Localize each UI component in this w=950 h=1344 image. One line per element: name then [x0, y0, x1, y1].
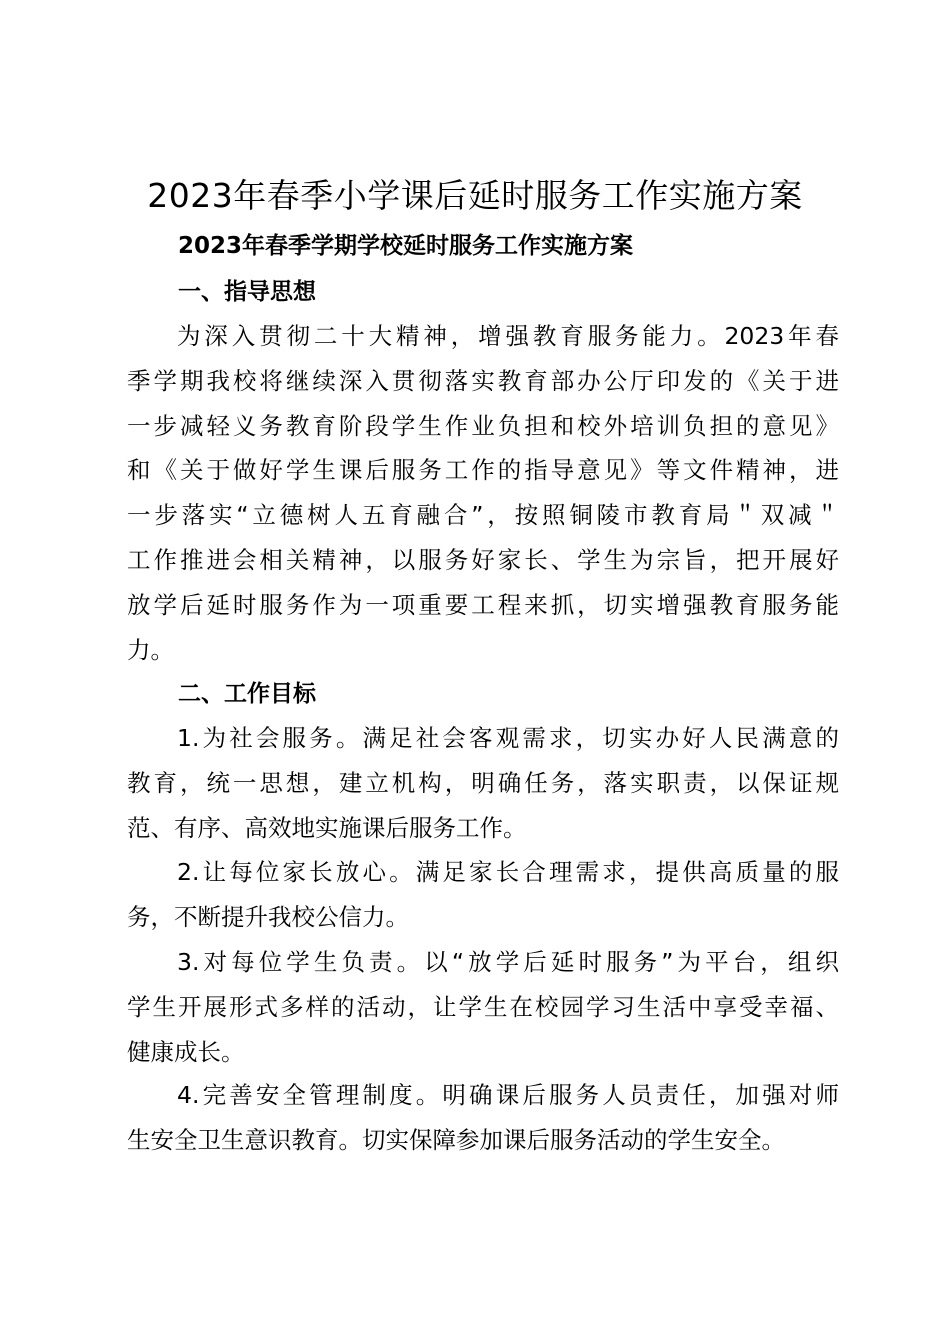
paragraph-guiding-ideology: [127, 314, 839, 672]
paragraph-line: 健康成长。: [127, 1037, 245, 1066]
paragraph-line: 一步落实“立德树人五育融合”，按照铜陵市教育局＂双减＂: [127, 501, 839, 530]
paragraph-line: 放学后延时服务作为一项重要工程来抓，切实增强教育服务能: [127, 590, 839, 619]
paragraph-line: 为深入贯彻二十大精神，增强教育服务能力。2023年春: [177, 322, 839, 350]
paragraph-line: 3.对每位学生负责。以“放学后延时服务”为平台，组织: [177, 948, 839, 976]
document-title: 2023年春季小学课后延时服务工作实施方案: [147, 176, 803, 215]
paragraph-line: 力。: [127, 635, 174, 664]
paragraph-line: 和《关于做好学生课后服务工作的指导意见》等文件精神，进: [127, 456, 839, 485]
paragraph-goal-4: [127, 1073, 839, 1163]
document-subtitle: 2023年春季学期学校延时服务工作实施方案: [178, 233, 634, 259]
section-heading-work-goals: 二、工作目标: [178, 681, 316, 707]
paragraph-line: 4.完善安全管理制度。明确课后服务人员责任，加强对师: [177, 1081, 839, 1109]
section-heading-guiding-ideology: 一、指导思想: [178, 279, 316, 305]
paragraph-line: 务，不断提升我校公信力。: [127, 902, 409, 931]
paragraph-line: 2.让每位家长放心。满足家长合理需求，提供高质量的服: [177, 858, 839, 886]
paragraph-line: 生安全卫生意识教育。切实保障参加课后服务活动的学生安全。: [127, 1125, 785, 1154]
paragraph-line: 1.为社会服务。满足社会客观需求，切实办好人民满意的: [177, 724, 839, 752]
paragraph-goal-3: [127, 940, 839, 1074]
paragraph-line: 一步减轻义务教育阶段学生作业负担和校外培训负担的意见》: [127, 411, 839, 440]
paragraph-line: 季学期我校将继续深入贯彻落实教育部办公厅印发的《关于进: [127, 366, 839, 395]
paragraph-goal-2: [127, 850, 839, 940]
paragraph-goal-1: [127, 716, 839, 850]
paragraph-line: 教育，统一思想，建立机构，明确任务，落实职责，以保证规: [127, 768, 839, 797]
paragraph-line: 范、有序、高效地实施课后服务工作。: [127, 813, 527, 842]
paragraph-line: 工作推进会相关精神，以服务好家长、学生为宗旨，把开展好: [127, 545, 839, 574]
paragraph-line: 学生开展形式多样的活动，让学生在校园学习生活中享受幸福、: [127, 992, 839, 1021]
